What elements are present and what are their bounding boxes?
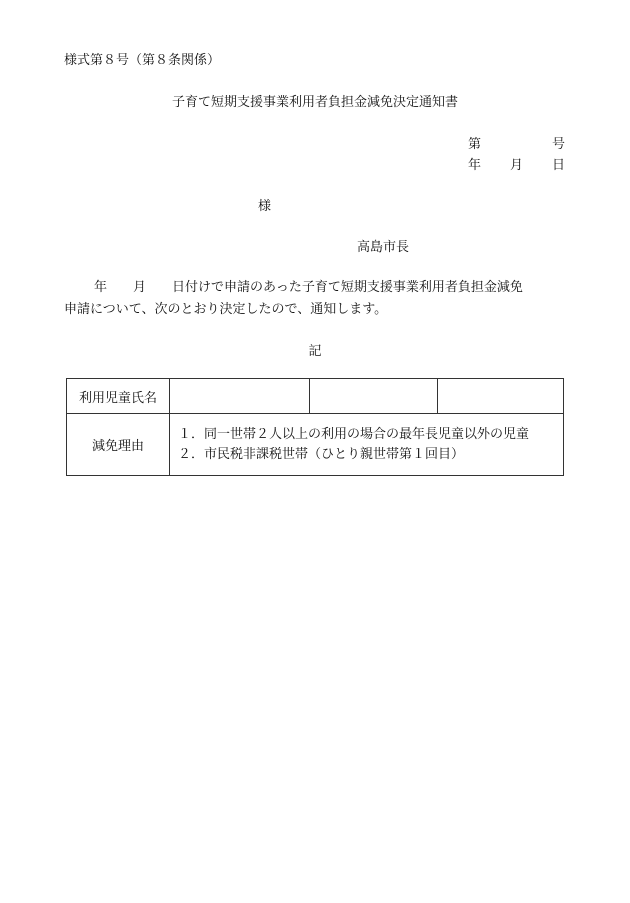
date-month: 月 — [509, 158, 523, 173]
reason-list — [170, 414, 564, 476]
table-row — [67, 379, 564, 414]
ki-heading: 記 — [308, 344, 322, 359]
reason-item-1: １．同一世帯２人以上の利用の場合の最年長児童以外の児童 — [178, 426, 530, 442]
table-row — [67, 414, 564, 476]
body-month: 月 — [133, 280, 147, 295]
document-title: 子育て短期支援事業利用者負担金減免決定通知書 — [171, 95, 458, 110]
date-day: 日 — [551, 158, 565, 173]
details-table — [66, 378, 564, 476]
document-number-line — [468, 133, 565, 152]
date-year: 年 — [468, 158, 482, 173]
document-date-line — [468, 154, 565, 173]
body-line-1-rest: 日付けで申請のあった子育て短期支援事業利用者負担金減免 — [172, 280, 523, 295]
issuer-name: 高島市長 — [357, 240, 410, 255]
child-name-cell-3 — [438, 379, 564, 414]
child-name-label: 利用児童氏名 — [67, 379, 170, 414]
number-prefix: 第 — [468, 137, 482, 152]
form-number: 様式第８号（第８条関係） — [64, 53, 221, 68]
child-name-cell-1 — [170, 379, 310, 414]
reason-item-2: ２．市民税非課税世帯（ひとり親世帯第１回目） — [178, 446, 465, 462]
body-line-2: 申請について、次のとおり決定したので、通知します。 — [64, 302, 388, 317]
addressee-suffix: 様 — [258, 199, 272, 214]
body-line-1 — [64, 277, 568, 299]
number-suffix: 号 — [551, 137, 565, 152]
body-text — [64, 277, 568, 321]
child-name-cell-2 — [310, 379, 438, 414]
reason-label: 減免理由 — [67, 414, 170, 476]
body-year: 年 — [94, 280, 108, 295]
